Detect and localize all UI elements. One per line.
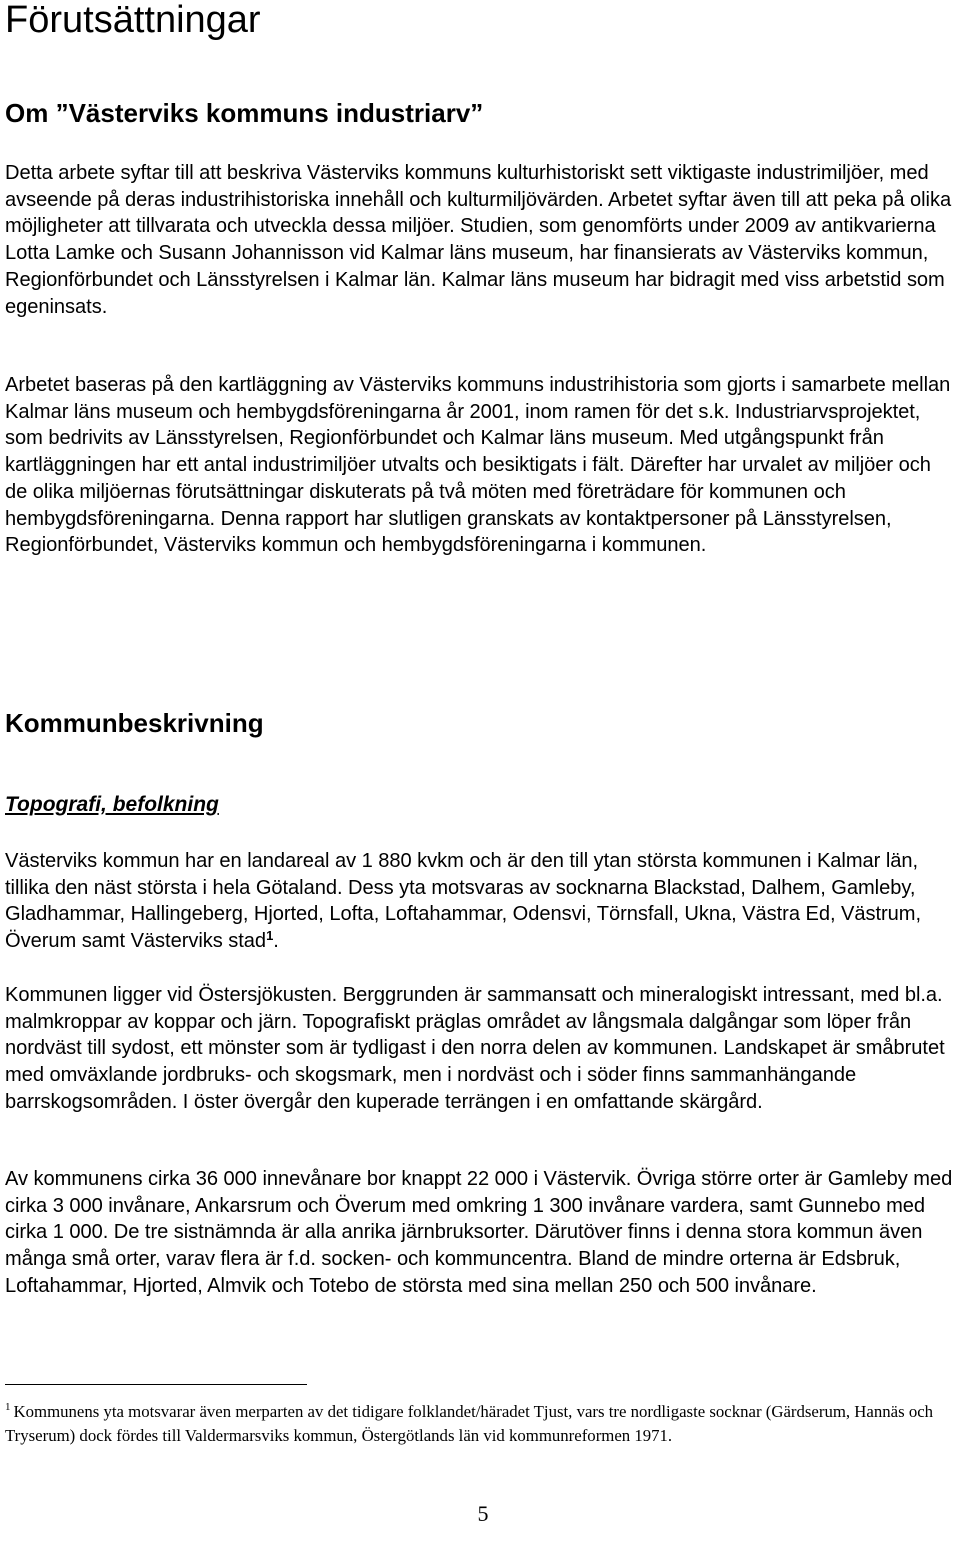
paragraph-method: Arbetet baseras på den kartläggning av Västerviks kommuns industrihistoria som gjorts i samarbete mellan Kalmar läns museum och hembygdsföreningarna år 2001, inom ramen för det s.k. Industriarvsprojektet, som bedrivits av Länsstyrelsen, Regionförbundet och Kalmar läns museum. Med utgångspunkt från kartläggningen har ett antal industrimiljöer utvalts och besiktigats i fält. Därefter har urvalet av miljöer och de olika miljöernas förutsättningar diskuterats på två möten med företrädare för kommunen och hembygdsföreningarna. Denna rapport har slutligen granskats av kontaktpersoner på Länsstyrelsen, Regionförbundet, Västerviks kommun och hembygdsföreningarna i kommunen. xyxy=(5,374,951,557)
footnote-reference[interactable]: 1 xyxy=(266,928,274,944)
page-title: Förutsättningar xyxy=(5,0,261,41)
paragraph-area xyxy=(5,848,955,955)
page-number: 5 xyxy=(477,1501,489,1526)
section-heading-kommunbeskrivning: Kommunbeskrivning xyxy=(5,708,264,738)
paragraph-area-end: . xyxy=(273,930,279,953)
footnote xyxy=(5,1400,960,1448)
section-heading-industriarv: Om ”Västerviks kommuns industriarv” xyxy=(5,98,484,128)
paragraph-population: Av kommunens cirka 36 000 innevånare bor knappt 22 000 i Västervik. Övriga större orter är Gamleby med cirka 3 000 invånare, Ankarsrum och Överum med omkring 1 300 invånare vardera, samt Gunnebo med cirka 1 000. De tre sistnämnda är alla anrika järnbruksorter. Därutöver finns i denna stora kommun även många små orter, varav flera är f.d. socken- och kommuncentra. Bland de mindre orterna är Edsbruk, Loftahammar, Hjorted, Almvik och Totebo de största med sina mellan 250 och 500 invånare. xyxy=(5,1168,953,1297)
footnote-divider xyxy=(5,1384,307,1385)
footnote-text: Kommunens yta motsvarar även merparten av det tidigare folklandet/häradet Tjust, vars tre nordligaste socknar (Gärdserum, Hannäs och Tryserum) dock fördes till Valdermarsviks kommun, Östergötlands län vid kommunreformen 1971. xyxy=(5,1402,934,1445)
paragraph-geology: Kommunen ligger vid Östersjökusten. Berggrunden är sammansatt och mineralogiskt intressant, med bl.a. malmkroppar av koppar och järn. Topografiskt präglas området av långsmala dalgångar som löper från nordväst till sydost, ett mönster som är tydligast i den norra delen av kommunen. Landskapet är småbrutet med omväxlande jordbruks- och skogsmark, men i nordväst och i söder finns sammanhängande barrskogsområden. I öster övergår den kuperade terrängen i en omfattande skärgård. xyxy=(5,984,945,1113)
footnote-number: 1 xyxy=(5,1401,11,1413)
subheading-topografi: Topografi, befolkning xyxy=(5,793,219,816)
paragraph-purpose: Detta arbete syftar till att beskriva Västerviks kommuns kulturhistoriskt sett viktigaste industrimiljöer, med avseende på deras industrihistoriska innehåll och kulturmiljövärden. Arbetet syftar även till att peka på olika möjligheter att tillvarata och utveckla dessa miljöer. Studien, som genomförts under 2009 av antikvarierna Lotta Lamke och Susann Johannisson vid Kalmar läns museum, har finansierats av Västerviks kommun, Regionförbundet och Länsstyrelsen i Kalmar län. Kalmar läns museum har bidragit med viss arbetstid som egeninsats. xyxy=(5,162,952,318)
paragraph-area-text: Västerviks kommun har en landareal av 1 880 kvkm och är den till ytan största kommunen i Kalmar län, tillika den näst största i hela Götaland. Dess yta motsvaras av socknarna Blackstad, Dalhem, Gamleby, Gladhammar, Hallingeberg, Hjorted, Lofta, Loftahammar, Odensvi, Törnsfall, Ukna, Västra Ed, Västrum, Överum samt Västerviks stad xyxy=(5,850,922,953)
